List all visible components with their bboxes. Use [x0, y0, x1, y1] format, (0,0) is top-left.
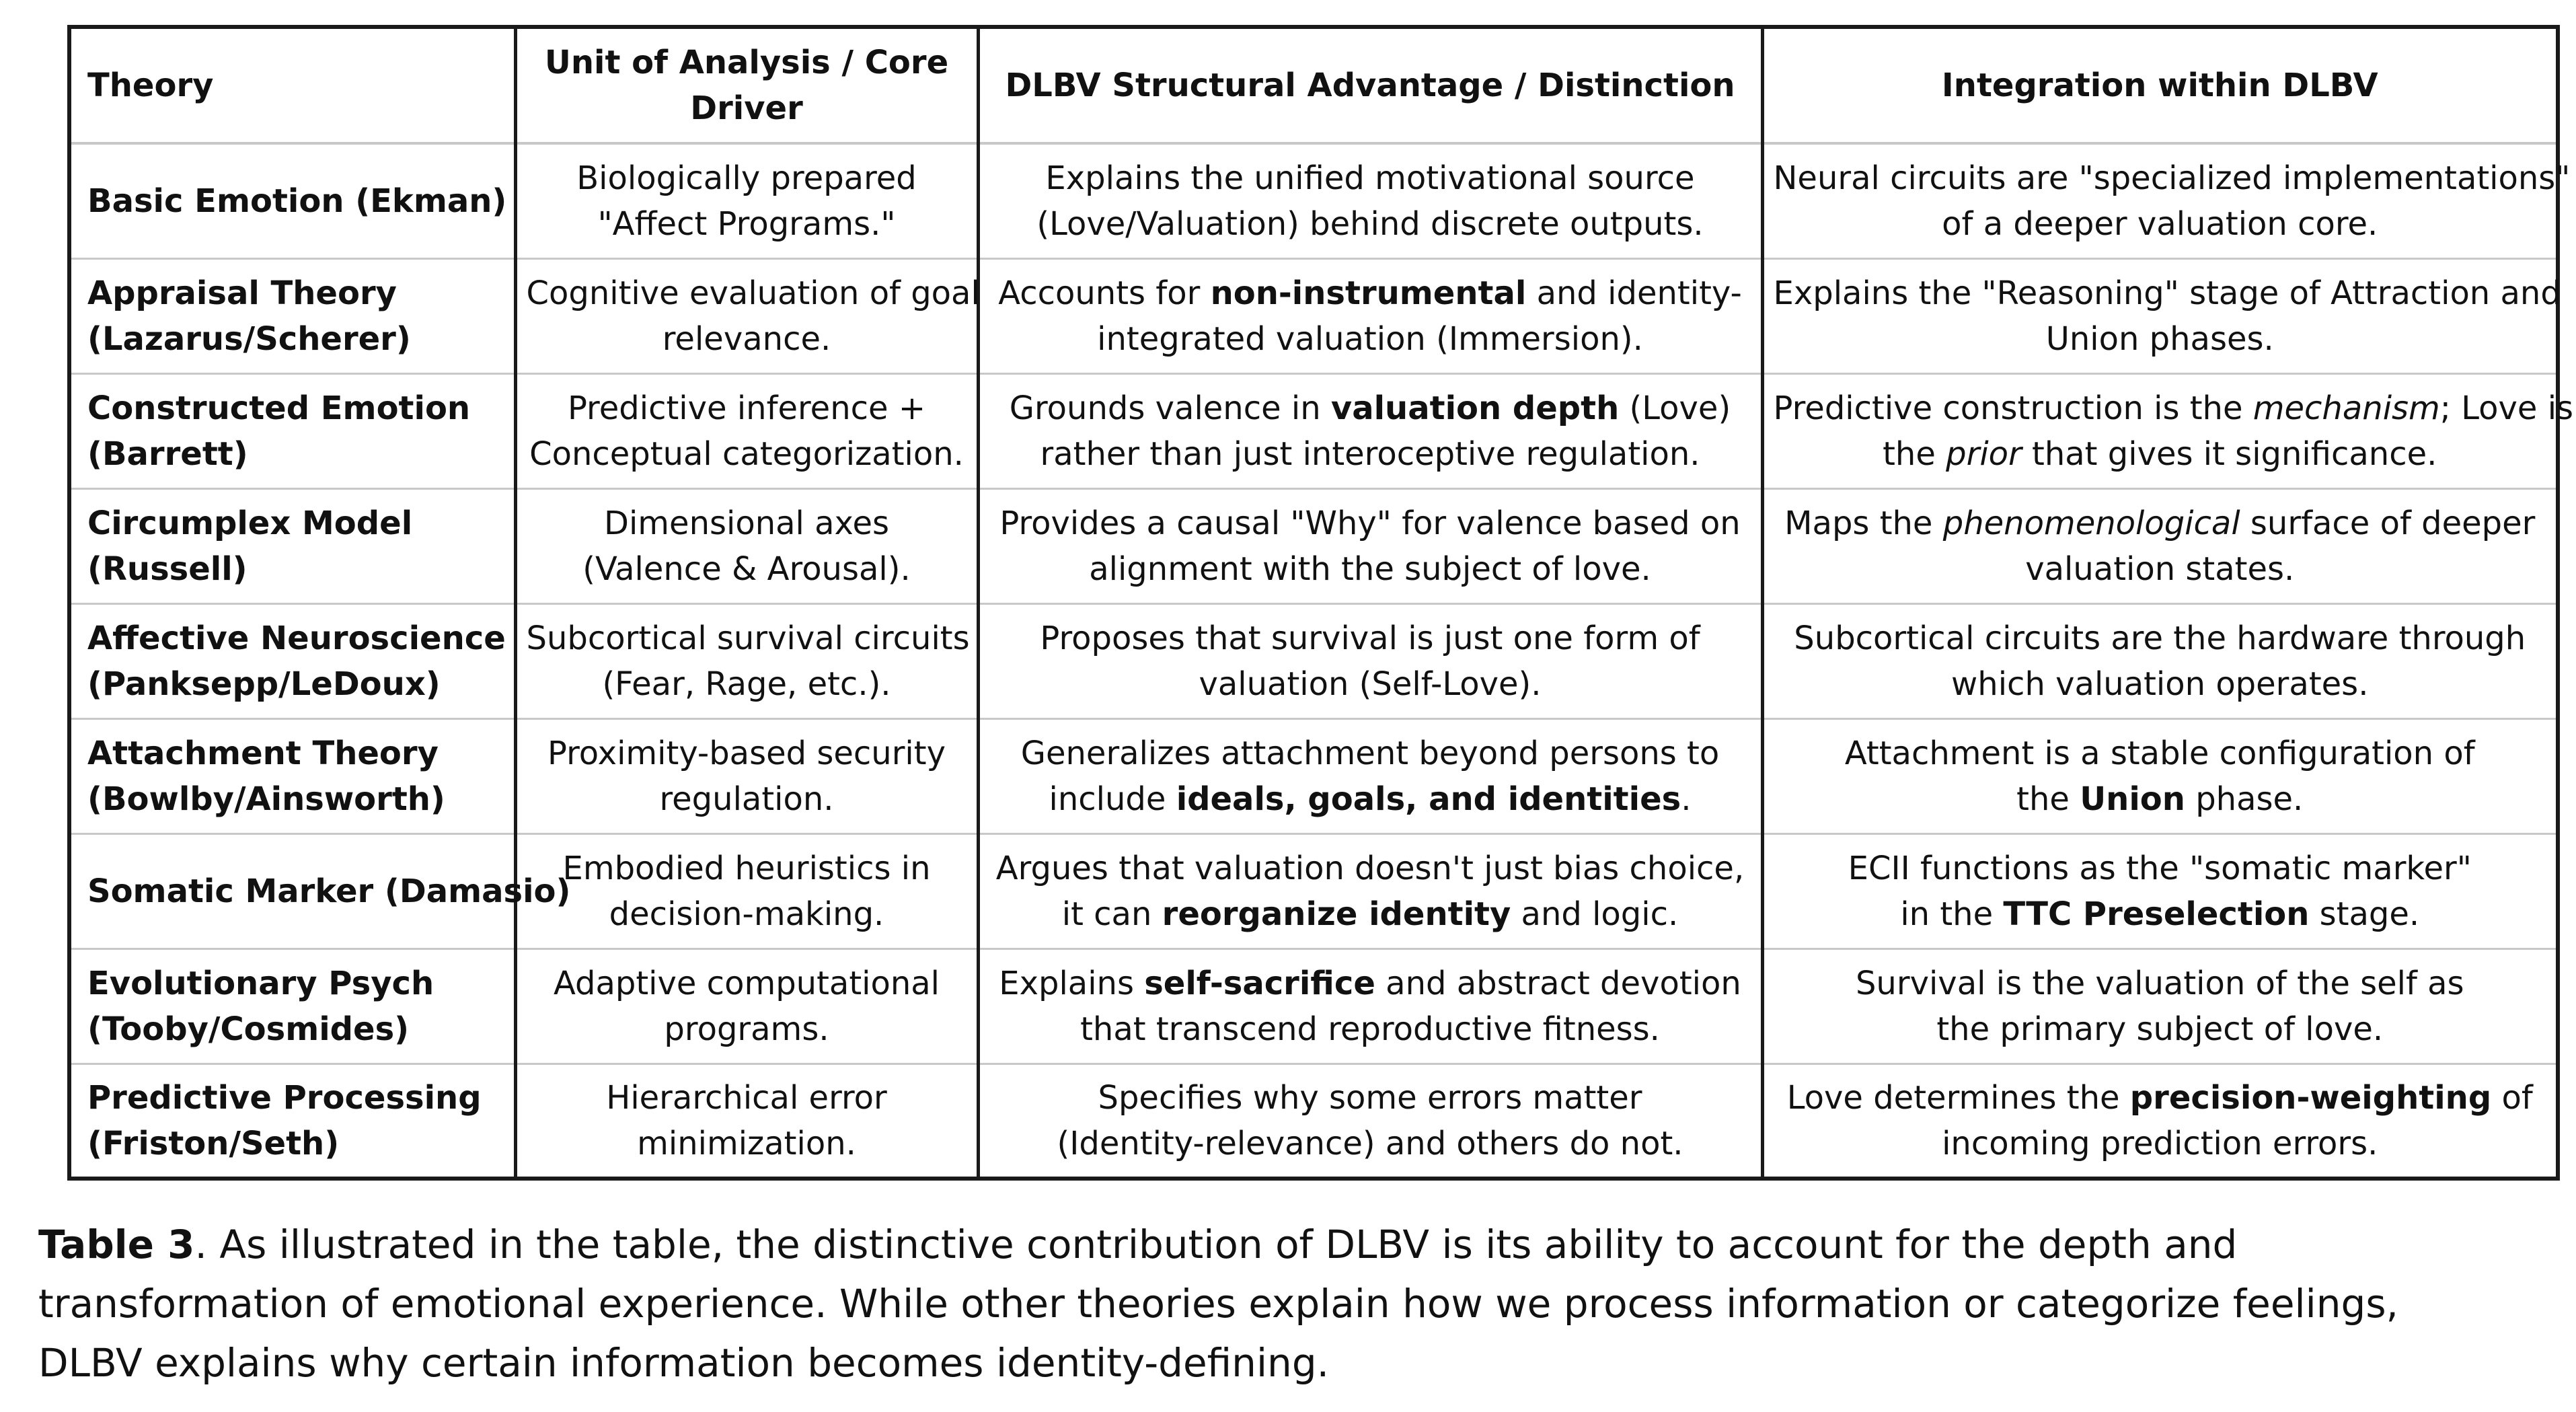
text-line: Accounts for non-instrumental and identity-: [998, 274, 1742, 312]
table-row: [69, 143, 2558, 258]
text-line: "Affect Programs.": [597, 205, 896, 243]
cell-dlbv-integration: [1762, 949, 2558, 1064]
text-line: relevance.: [662, 320, 831, 358]
cell-dlbv-integration: [1762, 833, 2558, 949]
cell-theory: [69, 373, 515, 488]
cell-theory: [69, 603, 515, 718]
text-line: of a deeper valuation core.: [1942, 205, 2378, 243]
text-line: (Valence & Arousal).: [582, 550, 911, 588]
table-caption: [38, 1215, 2527, 1392]
cell-theory: [69, 143, 515, 258]
cell-theory: [69, 488, 515, 603]
text-line: (Identity-relevance) and others do not.: [1057, 1124, 1683, 1162]
text-line: (Panksepp/LeDoux): [87, 665, 441, 703]
cell-theory: [69, 949, 515, 1064]
table-row: [69, 718, 2558, 833]
cell-dlbv-advantage: [978, 949, 1762, 1064]
text-line: Circumplex Model: [87, 504, 413, 542]
cell-dlbv-advantage: [978, 718, 1762, 833]
text-line: the primary subject of love.: [1936, 1010, 2384, 1048]
text-line: Predictive Processing: [87, 1078, 482, 1117]
text-line: Attachment is a stable configuration of: [1844, 734, 2475, 772]
text-line: Love determines the precision-weighting of: [1786, 1078, 2533, 1117]
cell-dlbv-integration: [1762, 258, 2561, 373]
cell-theory: [69, 718, 515, 833]
text-line: decision-making.: [609, 895, 884, 933]
header-theory: [69, 27, 515, 143]
text-line: (Barrett): [87, 435, 248, 473]
table-row: [69, 488, 2558, 603]
cell-dlbv-integration: [1762, 488, 2558, 603]
theory-comparison-table: [67, 25, 2574, 1181]
text-line: Neural circuits are "specialized implementations": [1773, 159, 2571, 197]
text-line: Basic Emotion (Ekman): [87, 182, 507, 220]
cell-theory: [69, 258, 515, 373]
text-line: Predictive inference +: [567, 389, 926, 427]
text-line: transformation of emotional experience. While other theories explain how we process information or categorize feelings,: [38, 1281, 2398, 1327]
text-line: incoming prediction errors.: [1942, 1124, 2378, 1162]
text-line: Explains the "Reasoning" stage of Attraction and: [1773, 274, 2561, 312]
cell-unit-of-analysis: [515, 833, 978, 949]
text-line: Argues that valuation doesn't just bias choice,: [995, 849, 1745, 887]
text-line: valuation states.: [2025, 550, 2295, 588]
text-line: Provides a causal "Why" for valence based on: [999, 504, 1741, 542]
text-line: Dimensional axes: [603, 504, 890, 542]
header-unit-of-analysis: [515, 27, 978, 143]
text-line: Integration within DLBV: [1941, 67, 2378, 104]
text-line: DLBV explains why certain information becomes identity-defining.: [38, 1340, 1330, 1386]
cell-dlbv-advantage: [978, 488, 1762, 603]
text-line: Appraisal Theory: [87, 274, 397, 312]
text-line: Driver: [690, 89, 803, 127]
text-line: Constructed Emotion: [87, 389, 471, 427]
text-line: Adaptive computational: [553, 964, 940, 1002]
text-line: that transcend reproductive fitness.: [1080, 1010, 1660, 1048]
table-row: [69, 603, 2558, 718]
cell-dlbv-advantage: [978, 603, 1762, 718]
header-dlbv-advantage: [978, 27, 1762, 143]
table-row: [69, 1064, 2558, 1179]
text-line: (Friston/Seth): [87, 1124, 340, 1162]
cell-dlbv-advantage: [978, 1064, 1762, 1179]
text-line: Subcortical circuits are the hardware through: [1794, 619, 2526, 657]
text-line: Theory: [87, 67, 214, 104]
text-line: (Russell): [87, 550, 248, 588]
text-line: Survival is the valuation of the self as: [1855, 964, 2464, 1002]
table-row: [69, 373, 2558, 488]
cell-dlbv-integration: [1762, 143, 2571, 258]
text-line: include ideals, goals, and identities.: [1049, 780, 1692, 818]
text-line: Evolutionary Psych: [87, 964, 434, 1002]
cell-dlbv-integration: [1762, 373, 2574, 488]
text-line: Unit of Analysis / Core: [544, 44, 949, 81]
text-line: Proximity-based security: [547, 734, 946, 772]
text-line: Somatic Marker (Damasio): [87, 872, 571, 910]
text-line: DLBV Structural Advantage / Distinction: [1005, 67, 1735, 104]
text-line: Specifies why some errors matter: [1098, 1078, 1642, 1117]
text-line: Embodied heuristics in: [562, 849, 931, 887]
text-line: (Lazarus/Scherer): [87, 320, 411, 358]
text-line: rather than just interoceptive regulation.: [1040, 435, 1700, 473]
cell-unit-of-analysis: [515, 143, 978, 258]
text-line: Grounds valence in valuation depth (Love): [1009, 389, 1731, 427]
text-line: Explains the unified motivational source: [1045, 159, 1695, 197]
text-line: Maps the phenomenological surface of deeper: [1784, 504, 2536, 542]
text-line: alignment with the subject of love.: [1089, 550, 1651, 588]
cell-dlbv-advantage: [978, 258, 1762, 373]
text-line: the prior that gives it significance.: [1883, 435, 2437, 473]
text-line: in the TTC Preselection stage.: [1900, 895, 2420, 933]
text-line: Subcortical survival circuits: [526, 619, 970, 657]
text-line: Biologically prepared: [576, 159, 917, 197]
cell-theory: [69, 1064, 515, 1179]
text-line: Attachment Theory: [87, 734, 439, 772]
text-line: (Bowlby/Ainsworth): [87, 780, 445, 818]
text-line: (Fear, Rage, etc.).: [602, 665, 891, 703]
text-line: Conceptual categorization.: [529, 435, 964, 473]
header-dlbv-integration: [1762, 27, 2558, 143]
cell-unit-of-analysis: [515, 373, 978, 488]
text-line: ECII functions as the "somatic marker": [1848, 849, 2472, 887]
cell-dlbv-integration: [1762, 603, 2558, 718]
cell-dlbv-advantage: [978, 373, 1762, 488]
cell-dlbv-advantage: [978, 143, 1762, 258]
text-line: Table 3. As illustrated in the table, the distinctive contribution of DLBV is its ability to account for the depth and: [38, 1222, 2238, 1267]
cell-dlbv-advantage: [978, 833, 1762, 949]
cell-unit-of-analysis: [515, 488, 978, 603]
cell-unit-of-analysis: [515, 1064, 978, 1179]
table-header-row: [69, 27, 2558, 143]
text-line: programs.: [664, 1010, 829, 1048]
text-line: Proposes that survival is just one form of: [1040, 619, 1700, 657]
text-line: the Union phase.: [2016, 780, 2304, 818]
text-line: valuation (Self-Love).: [1199, 665, 1542, 703]
text-line: which valuation operates.: [1951, 665, 2369, 703]
table-row: [69, 833, 2558, 949]
cell-dlbv-integration: [1762, 718, 2558, 833]
text-line: Predictive construction is the mechanism; Love is: [1773, 389, 2574, 427]
table-row: [69, 949, 2558, 1064]
text-line: Generalizes attachment beyond persons to: [1020, 734, 1720, 772]
cell-dlbv-integration: [1762, 1064, 2558, 1179]
cell-unit-of-analysis: [515, 258, 978, 373]
text-line: Explains self-sacrifice and abstract devotion: [999, 964, 1741, 1002]
text-line: it can reorganize identity and logic.: [1061, 895, 1679, 933]
text-line: integrated valuation (Immersion).: [1097, 320, 1643, 358]
text-line: regulation.: [659, 780, 834, 818]
cell-unit-of-analysis: [515, 949, 978, 1064]
text-line: (Tooby/Cosmides): [87, 1010, 410, 1048]
cell-theory: [69, 833, 571, 949]
text-line: Union phases.: [2045, 320, 2274, 358]
cell-unit-of-analysis: [515, 603, 978, 718]
comparison-table-container: [67, 25, 2574, 1181]
table-body: [69, 143, 2574, 1179]
text-line: (Love/Valuation) behind discrete outputs.: [1036, 205, 1704, 243]
text-line: Hierarchical error: [606, 1078, 887, 1117]
table-row: [69, 258, 2558, 373]
text-line: Affective Neuroscience: [87, 619, 506, 657]
text-line: minimization.: [637, 1124, 856, 1162]
cell-unit-of-analysis: [515, 718, 978, 833]
text-line: Cognitive evaluation of goal: [526, 274, 980, 312]
